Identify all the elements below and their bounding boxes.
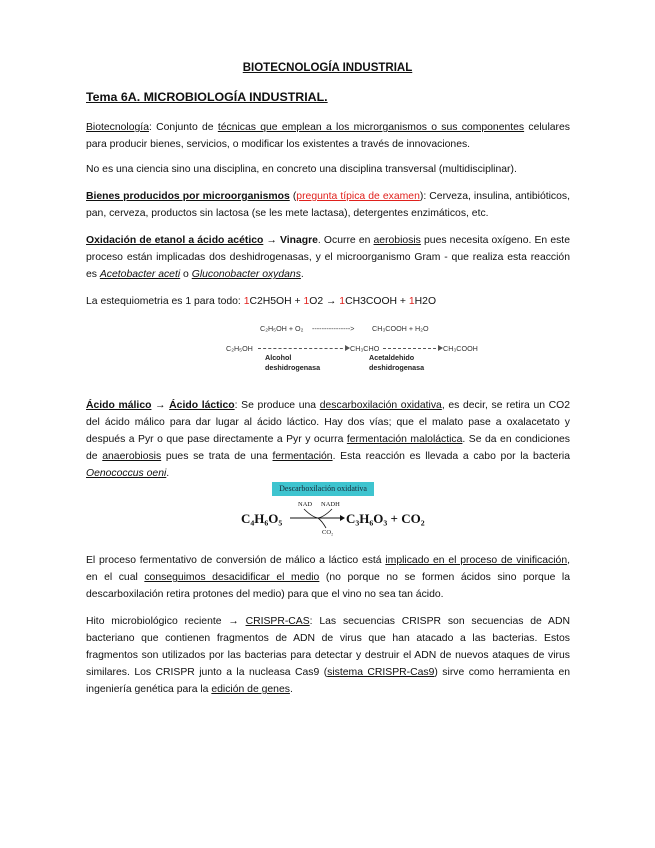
cofactor-nadh: NADH [321,501,340,508]
bienes-title: Bienes producidos por microorganismos [86,191,290,202]
paragraph-bienes: Bienes producidos por microorganismos (pregunta típica de examen): Cerveza, insulina, antibióticos, pan, cerveza, productos sin lactosa (se les mete lactasa), detergentes enzimáticos, etc. [86,191,570,219]
lactico-term: Ácido láctico [169,400,235,411]
ethanol-oxidation-figure [0,318,655,378]
vinagre-label: Vinagre [279,235,318,246]
exam-note: pregunta típica de examen [296,191,420,202]
document-title: BIOTECNOLOGÍA INDUSTRIAL [242,62,413,74]
cofactor-nad: NAD [298,501,313,508]
paragraph-biotecnologia: Biotecnología: Conjunto de técnicas que emplean a los microrganismos o sus componentes celulares para producir bienes, servicios, o modificar los existentes a través de innovaciones. [86,122,570,150]
equation-left: C₂H₅OH + O₂ [260,324,304,333]
released-co2: CO₂ [322,529,334,536]
paragraph-disciplina: No es una ciencia sino una disciplina, en concreto una disciplina transversal (multidisciplinar). [86,164,517,175]
malico-term: Ácido málico [86,400,152,411]
chain-arrow-2 [383,348,441,349]
paragraph-oxidacion-etanol: Oxidación de etanol a ácido acético → Vinagre. Ocurre en aerobiosis pues necesita oxígeno. En este proceso están implicadas dos deshidrogenasas, y el microorganismo Gram - que realiza esta reacción es Acetobacter aceti o Gluconobacter oxydans. [86,235,570,280]
chain-ethanol: C₂H₅OH [226,344,253,353]
chain-acetaldehyde: CH₃CHO [350,344,380,353]
enzyme-2-line2: deshidrogenasa [369,363,425,372]
enzyme-2-line1: Acetaldehido [369,353,415,362]
paragraph-crispr: Hito microbiológico reciente → CRISPR-CAS: Las secuencias CRISPR son secuencias de ADN bacteriano que contienen fragmentos de ADN de virus que han atacado a las bacterias. Estos fragmentos son utilizados por las bacterias para detectar y destruir el ADN de nuevos ataques de virus similares. Los CRISPR junto a la nucleasa Cas9 (sistema CRISPR-Cas9) sirve como herramienta en ingeniería genética para la edición de genes. [86,616,570,695]
equation-arrow: ----------------> [312,324,355,333]
definition-highlight: técnicas que emplean a los microrganismos o sus componentes [217,122,525,133]
chain-acetic-acid: CH₃COOH [443,344,478,353]
reaction-arrow-icon [288,504,346,532]
species-gluconobacter: Gluconobacter oxydans [191,269,301,280]
crispr-term: CRISPR-CAS [245,616,310,627]
paragraph-estequiometria: La estequiometria es 1 para todo: 1C2H5OH + 1O2 → 1CH3COOH + 1H2O [86,296,437,307]
chain-arrowhead-1 [345,345,350,351]
decarboxylation-label: Descarboxilación oxidativa [272,482,374,496]
decarboxylation-figure [0,482,655,542]
section-heading: Tema 6A. MICROBIOLOGÍA INDUSTRIAL. [86,90,328,104]
oxidacion-title: Oxidación de etanol a ácido acético [86,235,264,246]
enzyme-1-line2: deshidrogenasa [265,363,321,372]
term-biotecnologia: Biotecnología [86,122,149,133]
enzyme-1-line1: Alcohol [265,353,292,362]
species-acetobacter: Acetobacter aceti [99,269,181,280]
chain-arrow-1 [258,348,348,349]
paragraph-vinificacion: El proceso fermentativo de conversión de málico a láctico está implicado en el proceso de vinificación, en el cual conseguimos desacidificar el medio (no porque no se formen ácidos sino porque la descarboxilación retira protones del medio) para que el vino no sea tan ácido. [86,555,571,600]
equation-right: CH₃COOH + H₂O [372,324,429,333]
chain-arrowhead-2 [438,345,443,351]
reactant-malic: C₄H₆O₅ [241,511,283,526]
paragraph-acido-malico: Ácido málico → Ácido láctico: Se produce una descarboxilación oxidativa, es decir, se retira un CO2 del ácido málico para dar lugar al ácido láctico. Hay dos vías; que el malato pase a oxalacetato y después a Pyr o que pase directamente a Pyr y ocurra fermentación maloláctica. Se da en condiciones de anaerobiosis pues se trata de una fermentación. Esta reacción es llevada a cabo por la bacteria Oenococcus oeni. [86,400,571,479]
species-oenococcus: Oenococcus oeni [86,468,167,479]
product-lactic: C₃H₆O₃ + CO₂ [346,511,425,526]
